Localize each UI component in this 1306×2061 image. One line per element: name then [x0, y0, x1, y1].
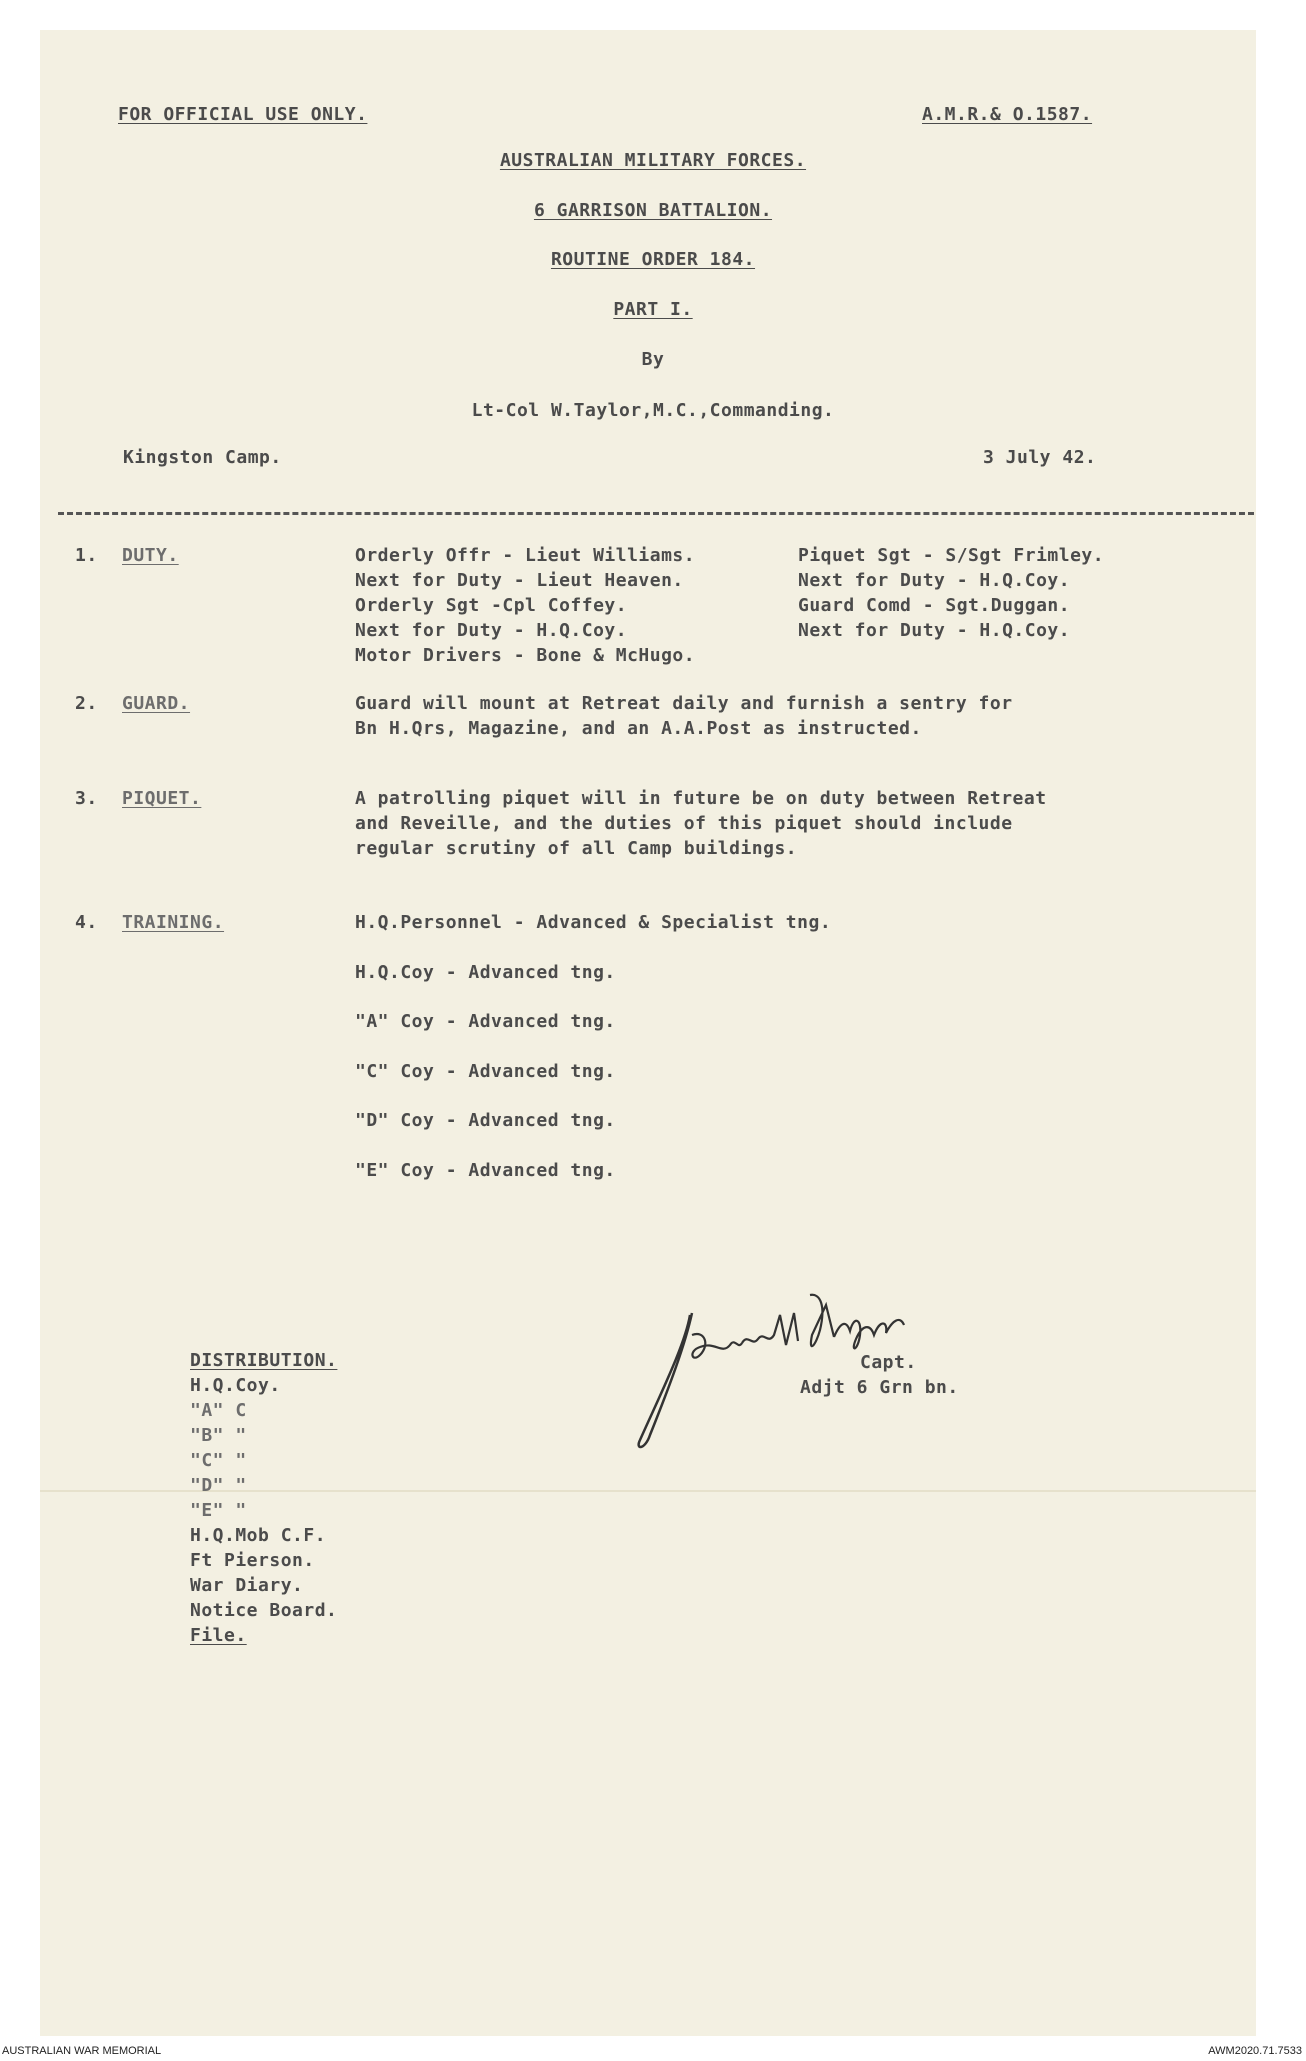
distribution-line: "A" C [190, 1400, 247, 1421]
distribution-line: "E" " [190, 1500, 247, 1521]
title-forces: AUSTRALIAN MILITARY FORCES. [499, 150, 807, 171]
distribution-heading: DISTRIBUTION. [190, 1350, 338, 1371]
classification-label: FOR OFFICIAL USE ONLY. [118, 104, 368, 125]
title-by: By [641, 349, 665, 370]
training-line: "C" Coy - Advanced tng. [355, 1061, 616, 1082]
piquet-line: A patrolling piquet will in future be on duty between Retreat [355, 788, 1047, 809]
training-line: H.Q.Coy - Advanced tng. [355, 962, 616, 983]
title-part: PART I. [613, 299, 693, 320]
duty-left-line: Motor Drivers - Bone & McHugo. [355, 645, 696, 666]
item-heading-guard: GUARD. [122, 693, 191, 714]
distribution-line: Ft Pierson. [190, 1550, 315, 1571]
item-number: 2. [75, 693, 98, 714]
distribution-line: H.Q.Mob C.F. [190, 1525, 327, 1546]
item-heading-piquet: PIQUET. [122, 788, 202, 809]
title-battalion: 6 GARRISON BATTALION. [533, 200, 773, 221]
piquet-line: regular scrutiny of all Camp buildings. [355, 838, 798, 859]
duty-left-line: Orderly Sgt -Cpl Coffey. [355, 595, 628, 616]
training-line: H.Q.Personnel - Advanced & Specialist tng. [355, 912, 832, 933]
footer-accession-number: AWM2020.71.7533 [1208, 2045, 1302, 2057]
distribution-line: War Diary. [190, 1575, 304, 1596]
item-number: 4. [75, 912, 98, 933]
guard-line: Guard will mount at Retreat daily and furnish a sentry for [355, 693, 1013, 714]
footer-institution: AUSTRALIAN WAR MEMORIAL [2, 2045, 162, 2057]
divider-rule [58, 512, 1254, 515]
distribution-line: File. [190, 1625, 247, 1646]
item-number: 1. [75, 545, 98, 566]
piquet-line: and Reveille, and the duties of this piquet should include [355, 813, 1013, 834]
item-heading-training: TRAINING. [122, 912, 225, 933]
duty-left-line: Next for Duty - H.Q.Coy. [355, 620, 628, 641]
title-commanding-officer: Lt-Col W.Taylor,M.C.,Commanding. [471, 400, 835, 421]
training-line: "D" Coy - Advanced tng. [355, 1110, 616, 1131]
distribution-line: Notice Board. [190, 1600, 338, 1621]
document-paper [40, 30, 1256, 2036]
distribution-line: "D" " [190, 1475, 247, 1496]
item-heading-duty: DUTY. [122, 545, 179, 566]
date-label: 3 July 42. [983, 447, 1097, 468]
duty-left-line: Next for Duty - Lieut Heaven. [355, 570, 684, 591]
distribution-line: "B" " [190, 1425, 247, 1446]
signatory-title: Adjt 6 Grn bn. [800, 1377, 959, 1398]
item-number: 3. [75, 788, 98, 809]
reference-number: A.M.R.& O.1587. [922, 104, 1093, 125]
duty-left-line: Orderly Offr - Lieut Williams. [355, 545, 696, 566]
guard-line: Bn H.Qrs, Magazine, and an A.A.Post as instructed. [355, 718, 922, 739]
distribution-line: "C" " [190, 1450, 247, 1471]
training-line: "A" Coy - Advanced tng. [355, 1011, 616, 1032]
place-label: Kingston Camp. [123, 447, 282, 468]
signatory-rank: Capt. [860, 1352, 917, 1373]
duty-right-line: Next for Duty - H.Q.Coy. [798, 570, 1071, 591]
duty-right-line: Guard Comd - Sgt.Duggan. [798, 595, 1071, 616]
training-line: "E" Coy - Advanced tng. [355, 1160, 616, 1181]
title-routine-order: ROUTINE ORDER 184. [550, 249, 756, 270]
duty-right-line: Next for Duty - H.Q.Coy. [798, 620, 1071, 641]
distribution-line: H.Q.Coy. [190, 1375, 281, 1396]
duty-right-line: Piquet Sgt - S/Sgt Frimley. [798, 545, 1105, 566]
